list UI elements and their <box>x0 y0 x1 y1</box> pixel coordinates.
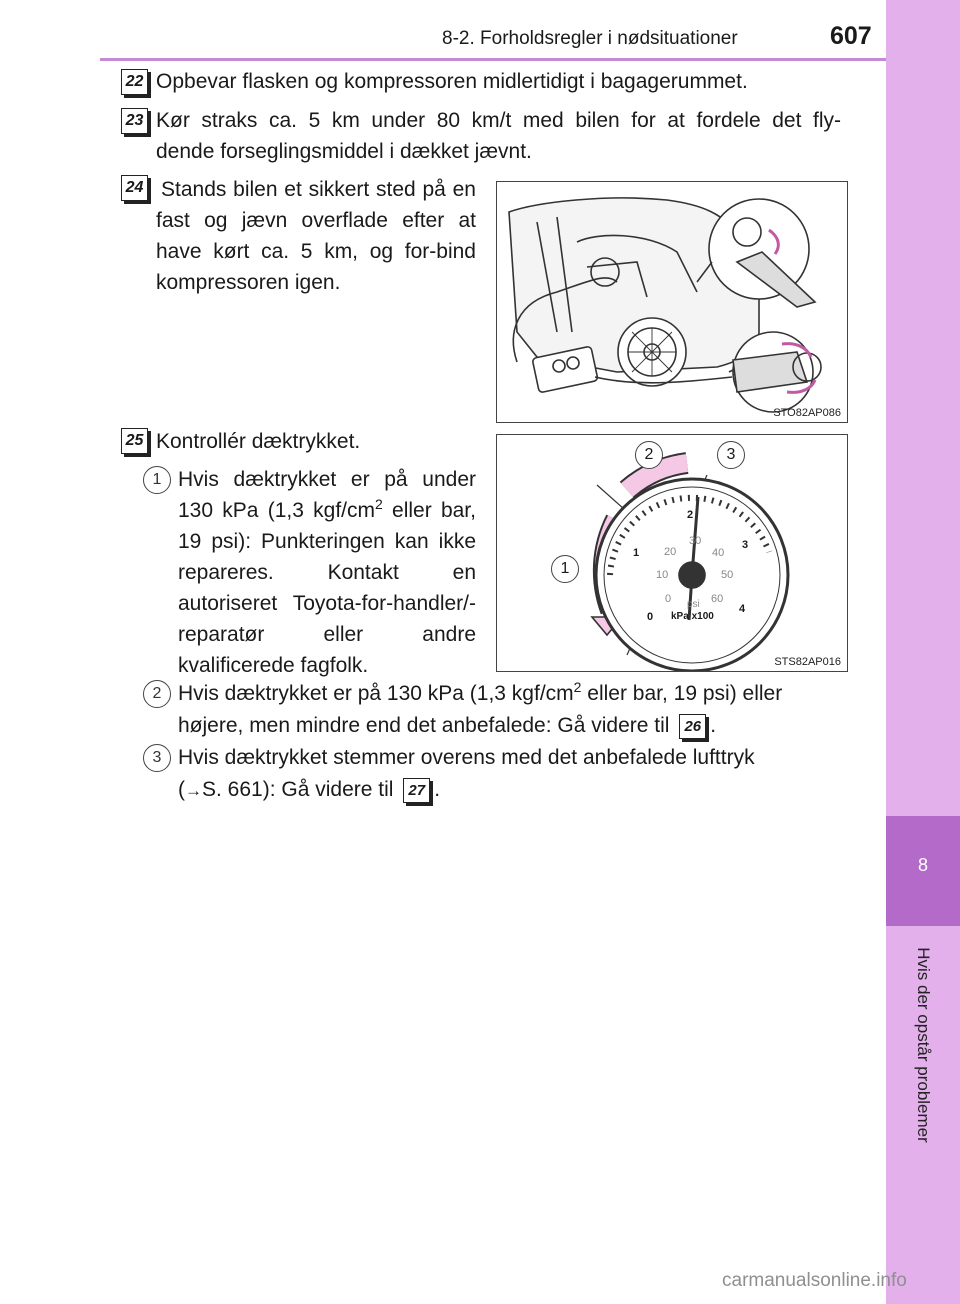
gauge-unit-psi: psi <box>687 599 700 610</box>
gauge-outer-label-2: 2 <box>687 509 694 521</box>
step-badge-22: 22 <box>121 69 148 95</box>
watermark: carmanualsonline.info <box>722 1270 907 1291</box>
sub-item-2-text-a: Hvis dæktrykket er på 130 kPa (1,3 kgf/cm <box>178 682 574 705</box>
sub-item-3-end: . <box>434 778 441 801</box>
compressor-figure <box>496 181 848 423</box>
sub-item-3-line2 <box>178 774 848 806</box>
header-title: 8-2. Forholdsregler i nødsituationer <box>442 28 738 49</box>
gauge-inner-label-40: 40 <box>712 547 725 559</box>
gauge-inner-label-20: 20 <box>664 546 677 558</box>
gauge-inner-label-0: 0 <box>665 593 672 605</box>
header-rule <box>100 58 886 61</box>
side-tab-chapter: 8 <box>917 855 928 875</box>
sub-item-1-text <box>178 464 476 681</box>
step-23-line2: dende forseglingsmiddel i dækket jævnt. <box>156 140 532 163</box>
gauge-unit-kpa: kPa x100 <box>671 611 714 622</box>
car-compressor-illustration <box>497 182 847 422</box>
step-badge-25: 25 <box>121 428 148 454</box>
sub-item-3-paren: ( <box>178 778 185 801</box>
gauge-outer-label-1: 1 <box>633 547 640 559</box>
sub-item-1-text-b: eller bar, 19 psi): Punkteringen kan ikke repareres. Kontakt en autoriseret Toyota-for-handler/-reparatør eller andre kvalificerede fagfolk. <box>178 499 476 677</box>
gauge-inner-label-10: 10 <box>656 569 669 581</box>
gauge-outer-label-4: 4 <box>739 603 746 615</box>
step-badge-23: 23 <box>121 108 148 134</box>
gauge-figure-code: STS82AP016 <box>774 656 841 668</box>
sub-item-3-line2-text: S. 661): Gå videre til <box>202 778 394 801</box>
page-number: 607 <box>830 22 872 50</box>
gauge-inner-label-50: 50 <box>721 569 734 581</box>
gauge-callout-2: 2 <box>635 441 663 469</box>
sub-item-2-line1 <box>178 678 848 709</box>
page-ref-arrow-icon: → <box>185 781 202 800</box>
sub-item-2-line2 <box>178 710 848 741</box>
gauge-outer-label-3: 3 <box>742 539 749 551</box>
gauge-figure <box>496 434 848 672</box>
sub-item-marker-3: 3 <box>143 744 171 772</box>
sub-item-1-text-a: Hvis dæktrykket er på under 130 kPa (1,3 kgf/cm <box>178 468 476 522</box>
gauge-callout-3: 3 <box>717 441 745 469</box>
step-25-text: Kontrollér dæktrykket. <box>156 430 361 453</box>
sub-item-2-sup: 2 <box>573 679 582 695</box>
step-ref-27[interactable]: 27 <box>403 778 430 803</box>
sub-item-2-text-b: eller bar, 19 psi) eller <box>581 682 783 705</box>
step-24-text: Stands bilen et sikkert sted på en fast og jævn overflade efter at have kørt ca. 5 km, og for-bind kompressoren igen. <box>156 178 476 294</box>
step-23-line1: Kør straks ca. 5 km under 80 km/t med bilen for at fordele det fly- <box>156 109 841 132</box>
step-22-text: Opbevar flasken og kompressoren midlertidigt i bagagerummet. <box>156 70 748 93</box>
compressor-figure-code: STO82AP086 <box>773 407 841 419</box>
sub-item-2-end: . <box>710 714 717 737</box>
gauge-outer-label-0: 0 <box>647 611 654 623</box>
sub-item-2-line2-text: højere, men mindre end det anbefalede: Gå videre til <box>178 714 670 737</box>
side-tab-title: Hvis der opstår problemer <box>914 947 933 1143</box>
step-badge-24: 24 <box>121 175 148 201</box>
gauge-callout-1: 1 <box>551 555 579 583</box>
sub-item-marker-1: 1 <box>143 466 171 494</box>
sub-item-1-sup: 2 <box>374 496 383 512</box>
gauge-inner-label-30: 30 <box>689 535 702 547</box>
sub-item-3-line1: Hvis dæktrykket stemmer overens med det anbefalede lufttryk <box>178 746 755 769</box>
step-ref-26[interactable]: 26 <box>679 714 706 739</box>
sub-item-marker-2: 2 <box>143 680 171 708</box>
gauge-inner-label-60: 60 <box>711 593 724 605</box>
